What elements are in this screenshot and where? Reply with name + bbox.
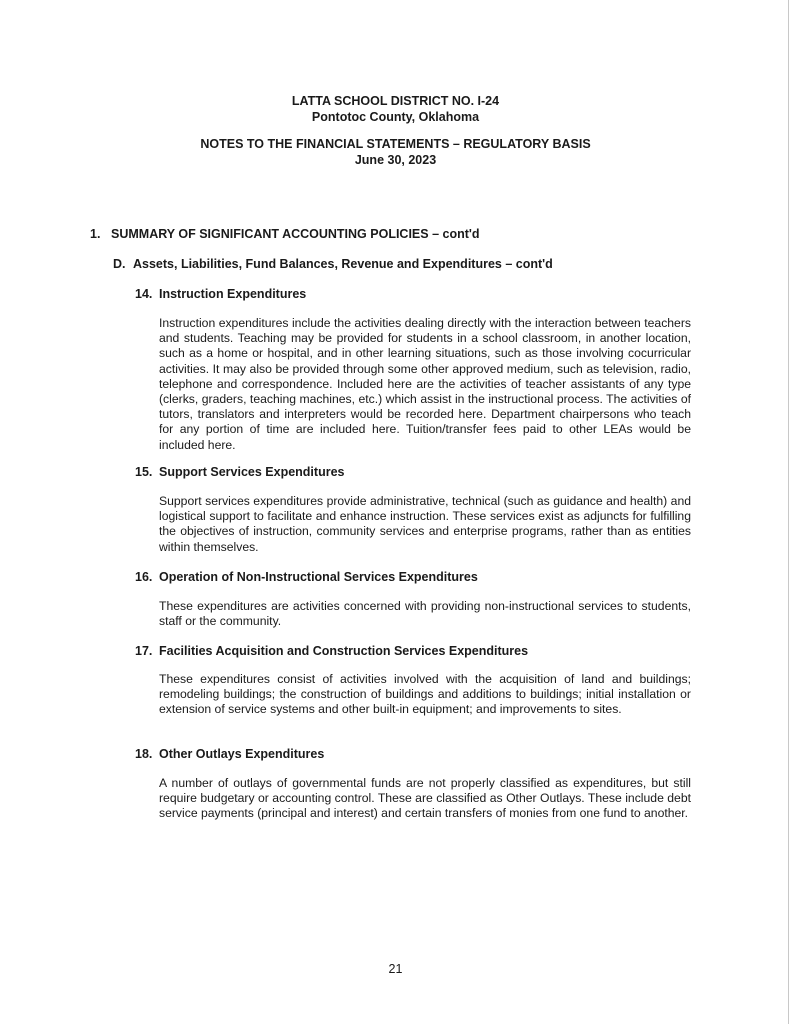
subsection-heading bbox=[113, 256, 553, 272]
item-title: Operation of Non-Instructional Services Expenditures bbox=[159, 570, 478, 584]
section-heading bbox=[90, 226, 480, 242]
notes-title: NOTES TO THE FINANCIAL STATEMENTS – REGULATORY BASIS bbox=[200, 137, 591, 151]
subsection-letter: D. bbox=[113, 257, 126, 271]
page-number: 21 bbox=[388, 962, 403, 976]
item-body-16: These expenditures are activities concerned with providing non-instructional services to students, staff or the community. bbox=[159, 599, 691, 629]
section-number: 1. bbox=[90, 227, 101, 241]
item-body-17: These expenditures consist of activities involved with the acquisition of land and buildings; remodeling buildings; the construction of buildings and additions to buildings; initial installation or extension of service systems and other built-in equipment; and improvements to sites. bbox=[159, 672, 691, 717]
county-name: Pontotoc County, Oklahoma bbox=[311, 110, 480, 124]
item-heading-18 bbox=[135, 746, 324, 762]
item-body-14: Instruction expenditures include the activities dealing directly with the interaction between teachers and students. Teaching may be provided for students in a school classroom, in another location, such as a home or hospital, and in other learning situations, such as those involving cocurricular activities. It may also be provided through some other approved medium, such as television, radio, telephone and correspondence. Included here are the activities of teacher assistants of any type (clerks, graders, teaching machines, etc.) which assist in the instructional process. The activities of tutors, translators and interpreters would be recorded here. Department chairpersons who teach for any portion of time are included here. Tuition/transfer fees paid to other LEAs would be included here. bbox=[159, 316, 691, 452]
item-title: Support Services Expenditures bbox=[159, 465, 345, 479]
item-number: 18. bbox=[135, 747, 153, 761]
district-name: LATTA SCHOOL DISTRICT NO. I-24 bbox=[291, 94, 500, 108]
item-title: Instruction Expenditures bbox=[159, 287, 307, 301]
statement-date: June 30, 2023 bbox=[354, 153, 437, 167]
item-number: 15. bbox=[135, 465, 153, 479]
section-title: SUMMARY OF SIGNIFICANT ACCOUNTING POLICIES – cont'd bbox=[111, 227, 480, 241]
item-title: Facilities Acquisition and Construction Services Expenditures bbox=[159, 644, 529, 658]
document-header-notes bbox=[0, 136, 791, 168]
item-number: 14. bbox=[135, 287, 153, 301]
document-header-district bbox=[0, 93, 791, 125]
subsection-title: Assets, Liabilities, Fund Balances, Revenue and Expenditures – cont'd bbox=[133, 257, 553, 271]
item-body-18: A number of outlays of governmental funds are not properly classified as expenditures, but still require budgetary or accounting control. These are classified as Other Outlays. These include debt service payments (principal and interest) and certain transfers of monies from one fund to another. bbox=[159, 776, 691, 821]
item-heading-15 bbox=[135, 464, 344, 480]
item-body-15: Support services expenditures provide administrative, technical (such as guidance and health) and logistical support to facilitate and enhance instruction. These services exist as adjuncts for fulfilling the objectives of instruction, community services and enterprise programs, rather than as entities within themselves. bbox=[159, 494, 691, 554]
item-number: 17. bbox=[135, 644, 153, 658]
item-heading-14 bbox=[135, 286, 306, 302]
item-number: 16. bbox=[135, 570, 153, 584]
item-heading-17 bbox=[135, 643, 528, 659]
item-title: Other Outlays Expenditures bbox=[159, 747, 325, 761]
item-heading-16 bbox=[135, 569, 478, 585]
